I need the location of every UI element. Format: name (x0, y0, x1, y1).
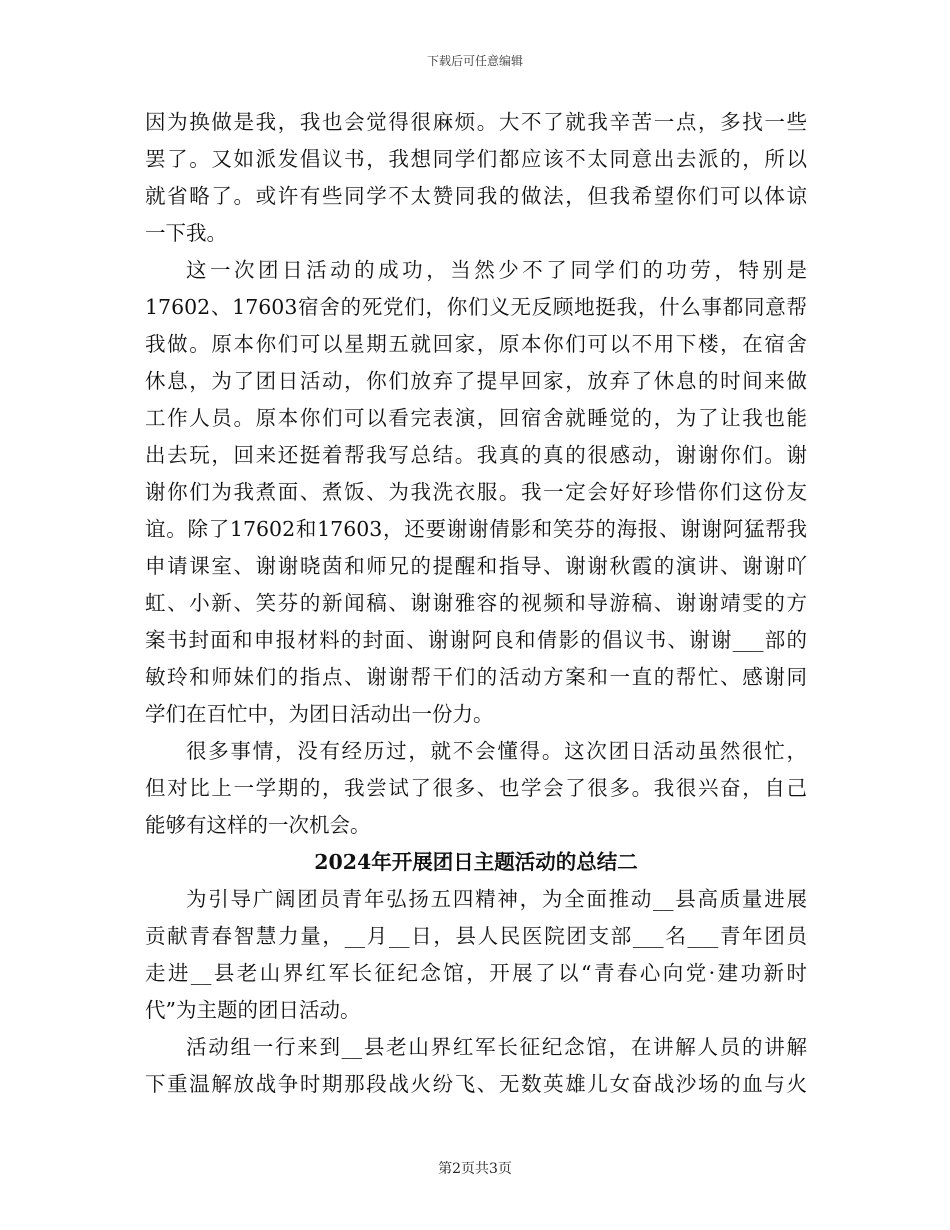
paragraph-1 (145, 104, 807, 252)
text-line: 为引导广阔团员青年弘扬五四精神，为全面推动__县高质量进展 (186, 887, 807, 911)
text-line: 能够有这样的一次机会。 (145, 813, 371, 837)
text-line: 很多事情，没有经历过，就不会懂得。这次团日活动虽然很忙， (186, 739, 807, 763)
text-line: 虹、小新、笑芬的新闻稿、谢谢雅容的视频和导游稿、谢谢靖雯的方 (145, 591, 807, 615)
text-line: 贡献青春智慧力量，__月__日，县人民医院团支部___名___青年团员 (145, 924, 807, 948)
text-line: 谢你们为我煮面、煮饭、为我洗衣服。我一定会好好珍惜你们这份友 (145, 480, 807, 504)
text-line: 这一次团日活动的成功，当然少不了同学们的功劳，特别是 (186, 258, 807, 282)
text-line: 谊。除了17602和17603，还要谢谢倩影和笑芬的海报、谢谢阿猛帮我 (145, 517, 807, 541)
text-line: 申请课室、谢谢晓茵和师兄的提醒和指导、谢谢秋霞的演讲、谢谢吖 (145, 554, 807, 578)
text-line: 但对比上一学期的，我尝试了很多、也学会了很多。我很兴奋，自己 (145, 776, 807, 800)
paragraph-3 (145, 733, 807, 844)
text-line: 活动组一行来到__县老山界红军长征纪念馆，在讲解人员的讲解 (186, 1035, 807, 1059)
text-line: 代”为主题的团日活动。 (145, 998, 361, 1022)
text-line: 就省略了。或许有些同学不太赞同我的做法，但我希望你们可以体谅 (145, 184, 807, 208)
text-line: 出去玩，回来还挺着帮我写总结。我真的真的很感动，谢谢你们。谢 (145, 443, 807, 467)
text-line: 工作人员。原本你们可以看完表演，回宿舍就睡觉的，为了让我也能 (145, 406, 807, 430)
paragraph-5 (145, 1029, 807, 1103)
paragraph-2 (145, 252, 807, 733)
text-line: 休息，为了团日活动，你们放弃了提早回家，放弃了休息的时间来做 (145, 369, 807, 393)
text-line: 案书封面和申报材料的封面、谢谢阿良和倩影的倡议书、谢谢___部的 (145, 628, 807, 652)
text-line: 下重温解放战争时期那段战火纷飞、无数英雄儿女奋战沙场的血与火 (145, 1072, 807, 1096)
text-line: 17602、17603宿舍的死党们，你们义无反顾地挺我，什么事都同意帮 (145, 295, 807, 319)
page-number: 第2页共3页 (438, 1161, 512, 1177)
page-header: 下载后可任意编辑 (426, 54, 523, 68)
text-line: 我做。原本你们可以星期五就回家，原本你们可以不用下楼，在宿舍 (145, 332, 807, 356)
paragraph-4 (145, 881, 807, 1029)
text-line: 走进__县老山界红军长征纪念馆，开展了以“青春心向党·建功新时 (145, 961, 807, 985)
text-line: 敏玲和师妹们的指点、谢谢帮干们的活动方案和一直的帮忙、感谢同 (145, 665, 807, 689)
section-title: 2024年开展团日主题活动的总结二 (314, 850, 638, 874)
text-line: 一下我。 (145, 221, 227, 245)
text-line: 因为换做是我，我也会觉得很麻烦。大不了就我辛苦一点，多找一些 (145, 110, 807, 134)
document-body (145, 104, 807, 1103)
text-line: 罢了。又如派发倡议书，我想同学们都应该不太同意出去派的，所以 (145, 147, 807, 171)
text-line: 学们在百忙中，为团日活动出一份力。 (145, 702, 494, 726)
